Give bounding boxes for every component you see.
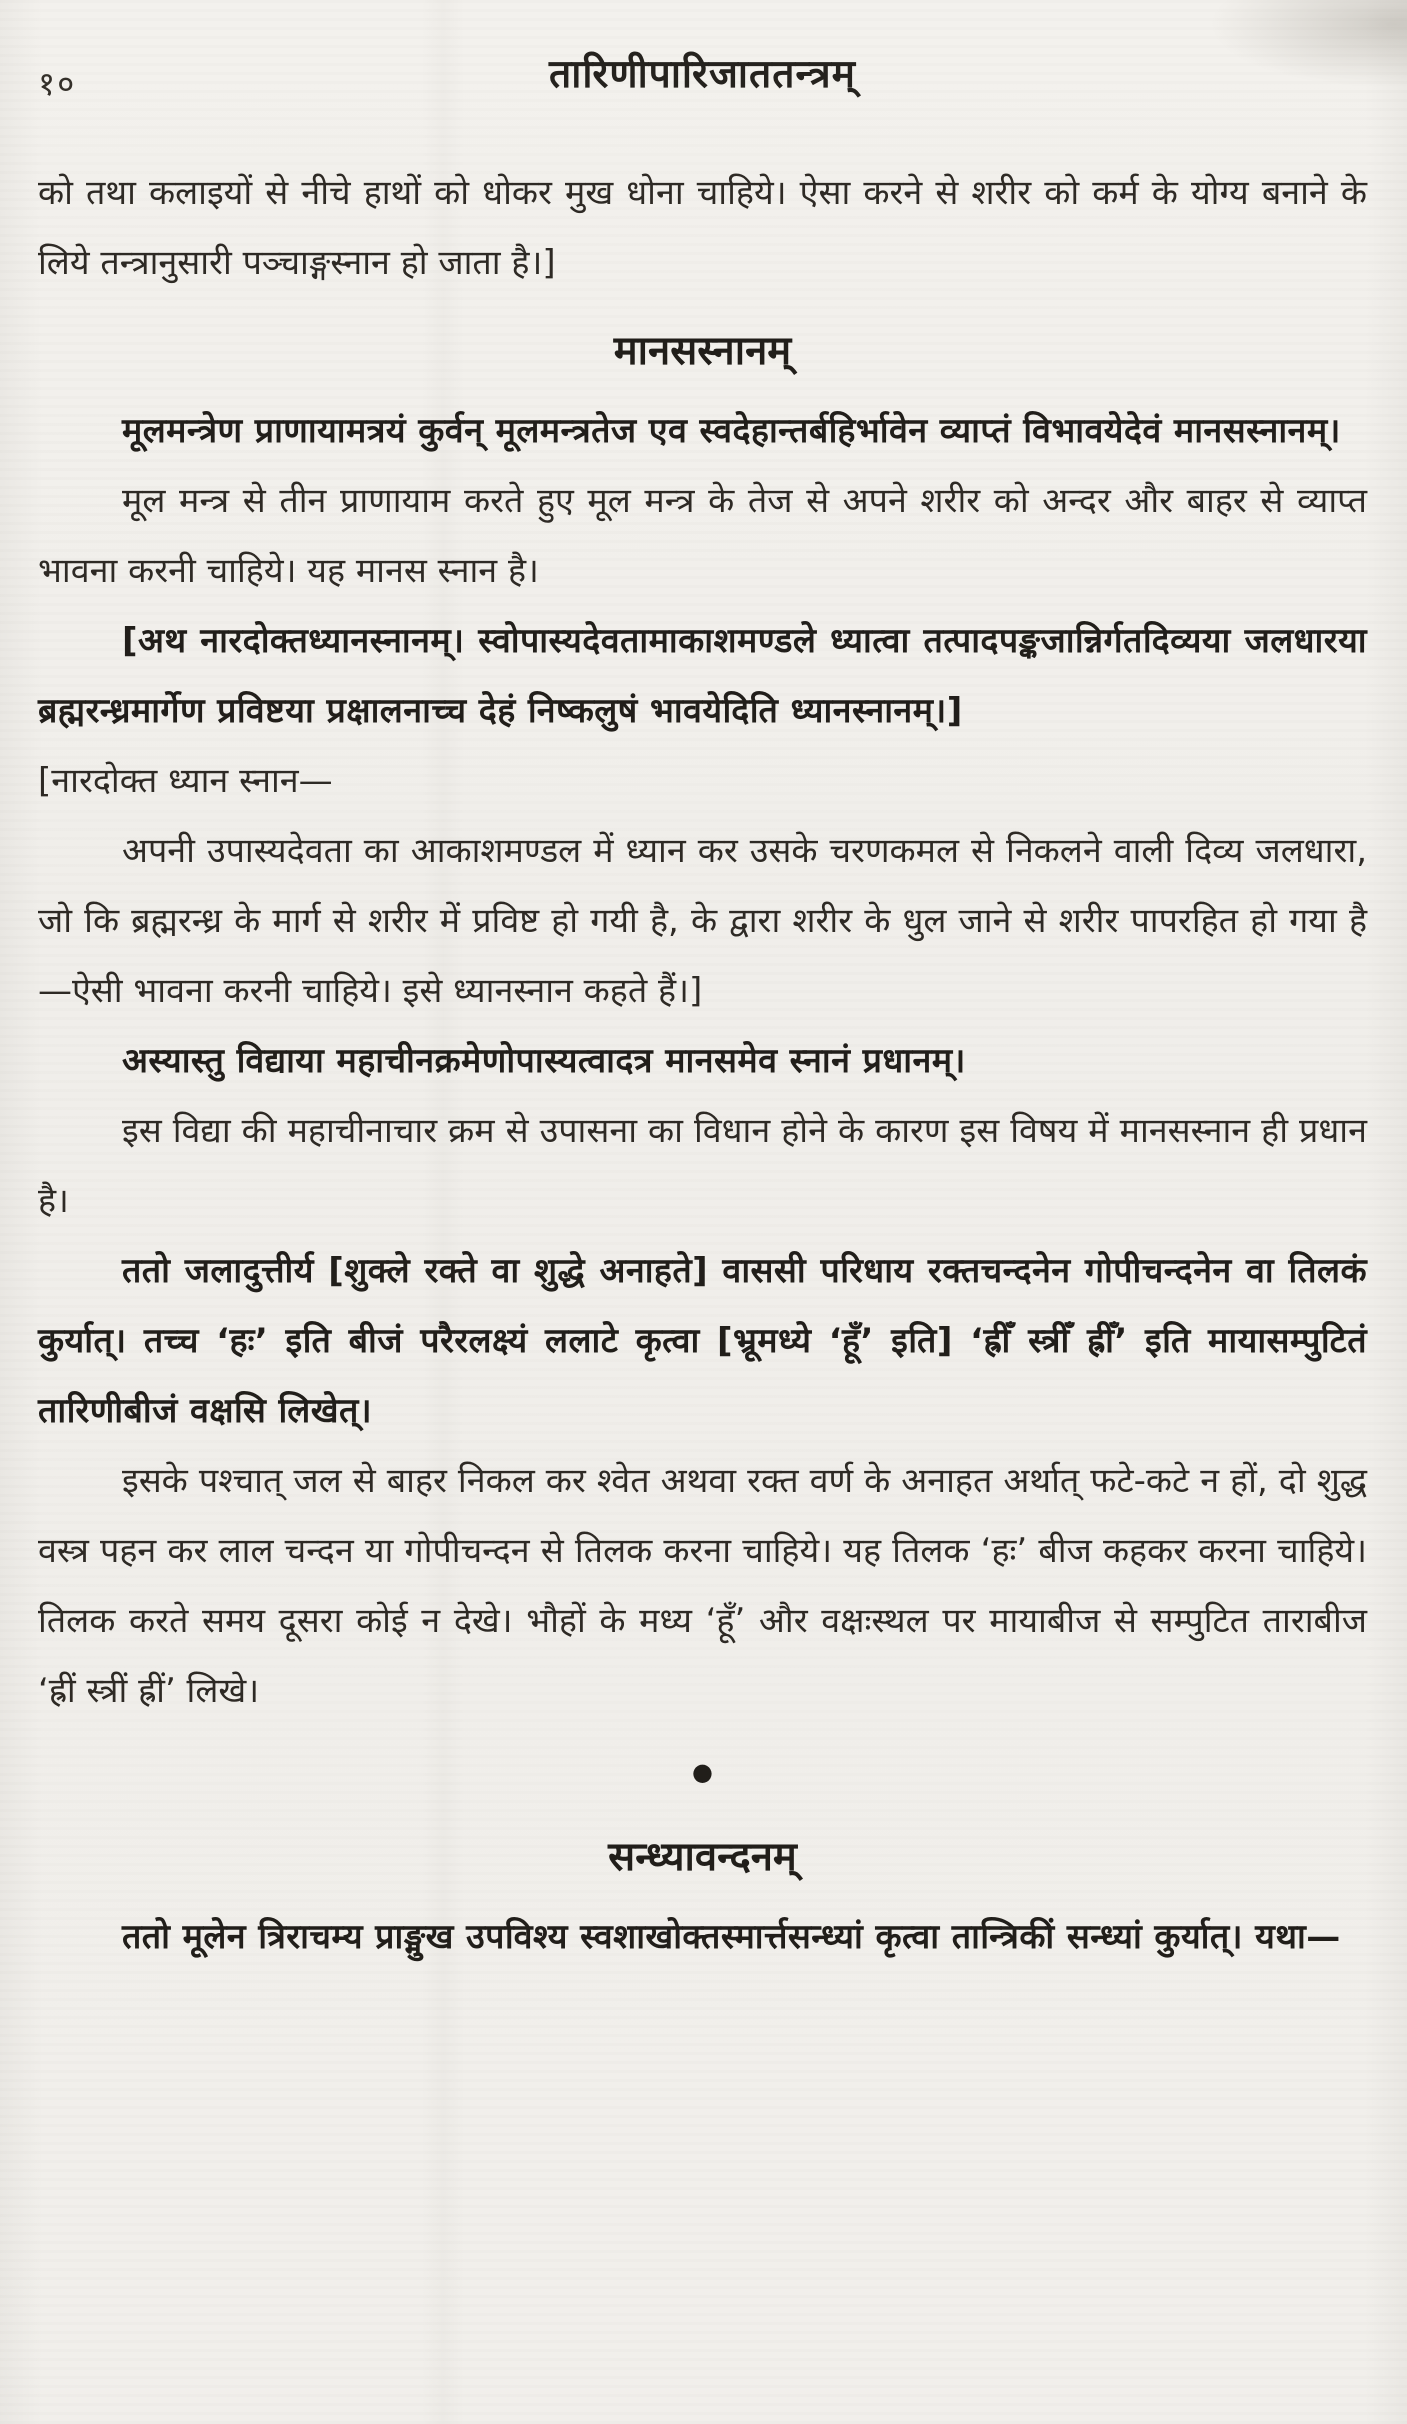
section-heading-manas-snanam: मानसस्नानम्	[613, 328, 792, 374]
paragraph-hindi-manas-snana: मूल मन्त्र से तीन प्राणायाम करते हुए मूल मन्त्र के तेज से अपने शरीर को अन्दर और बाहर से व्याप्त भावना करनी चाहिये। यह मानस स्नान है।	[38, 481, 1367, 591]
page-title: तारिणीपारिजाततन्त्रम्	[548, 52, 856, 97]
page-header	[38, 44, 1367, 106]
page-body	[38, 158, 1367, 1972]
paragraph-sanskrit-sandhya: ततो मूलेन त्रिराचम्य प्राङ्मुख उपविश्य स्वशाखोक्तस्मार्त्तसन्ध्यां कृत्वा तान्त्रिकीं सन्ध्यां कुर्यात्। यथा—	[122, 1917, 1341, 1957]
paragraph-intro-continuation: को तथा कलाइयों से नीचे हाथों को धोकर मुख धोना चाहिये। ऐसा करने से शरीर को कर्म के योग्य बनाने के लिये तन्त्रानुसारी पञ्चाङ्गस्नान हो जाता है।]	[38, 173, 1367, 283]
paragraph-sanskrit-pradhana: अस्यास्तु विद्याया महाचीनक्रमेणोपास्यत्वादत्र मानसमेव स्नानं प्रधानम्।	[122, 1041, 966, 1081]
paragraph-sanskrit-manas-snana: मूलमन्त्रेण प्राणायामत्रयं कुर्वन् मूलमन्त्रतेज एव स्वदेहान्तर्बहिर्भावेन व्याप्तं विभावयेदेवं मानसस्नानम्।	[122, 411, 1341, 451]
page-number: १०	[38, 64, 77, 103]
paragraph-sanskrit-dhyana-snana: [अथ नारदोक्तध्यानस्नानम्। स्वोपास्यदेवतामाकाशमण्डले ध्यात्वा तत्पादपङ्कजान्निर्गतदिव्यया जलधारया ब्रह्मरन्ध्रमार्गेण प्रविष्टया प्रक्षालनाच्च देहं निष्कलुषं भावयेदिति ध्यानस्नानम्।]	[38, 621, 1367, 731]
paragraph-hindi-dhyana-label: [नारदोक्त ध्यान स्नान—	[38, 761, 333, 801]
paragraph-hindi-tilaka: इसके पश्चात् जल से बाहर निकल कर श्वेत अथवा रक्त वर्ण के अनाहत अर्थात् फटे-कटे न हों, दो शुद्ध वस्त्र पहन कर लाल चन्दन या गोपीचन्दन से तिलक करना चाहिये। यह तिलक ‘हः’ बीज कहकर करना चाहिये। तिलक करते समय दूसरा कोई न देखे। भौहों के मध्य ‘हूँ’ और वक्षःस्थल पर मायाबीज से सम्पुटित ताराबीज ‘ह्रीं स्त्रीं ह्रीं’ लिखे।	[38, 1461, 1367, 1711]
paragraph-hindi-dhyana-snana: अपनी उपास्यदेवता का आकाशमण्डल में ध्यान कर उसके चरणकमल से निकलने वाली दिव्य जलधारा, जो कि ब्रह्मरन्ध्र के मार्ग से शरीर में प्रविष्ट हो गयी है, के द्वारा शरीर के धुल जाने से शरीर पापरहित हो गया है—ऐसी भावना करनी चाहिये। इसे ध्यानस्नान कहते हैं।]	[38, 831, 1367, 1011]
paragraph-sanskrit-tilaka: ततो जलादुत्तीर्य [शुक्ले रक्ते वा शुद्धे अनाहते] वाससी परिधाय रक्तचन्दनेन गोपीचन्दनेन वा तिलकं कुर्यात्। तच्च ‘हः’ इति बीजं परैरलक्ष्यं ललाटे कृत्वा [भ्रूमध्ये ‘हूँ’ इति] ‘ह्रीँ स्त्रीँ ह्रीँ’ इति मायासम्पुटितं तारिणीबीजं वक्षसि लिखेत्।	[38, 1251, 1367, 1431]
section-heading-sandhya-vandanam: सन्ध्यावन्दनम्	[608, 1834, 797, 1880]
paragraph-hindi-pradhana: इस विद्या की महाचीनाचार क्रम से उपासना का विधान होने के कारण इस विषय में मानसस्नान ही प्रधान है।	[38, 1111, 1367, 1221]
section-separator-bullet: ●	[692, 1758, 713, 1786]
